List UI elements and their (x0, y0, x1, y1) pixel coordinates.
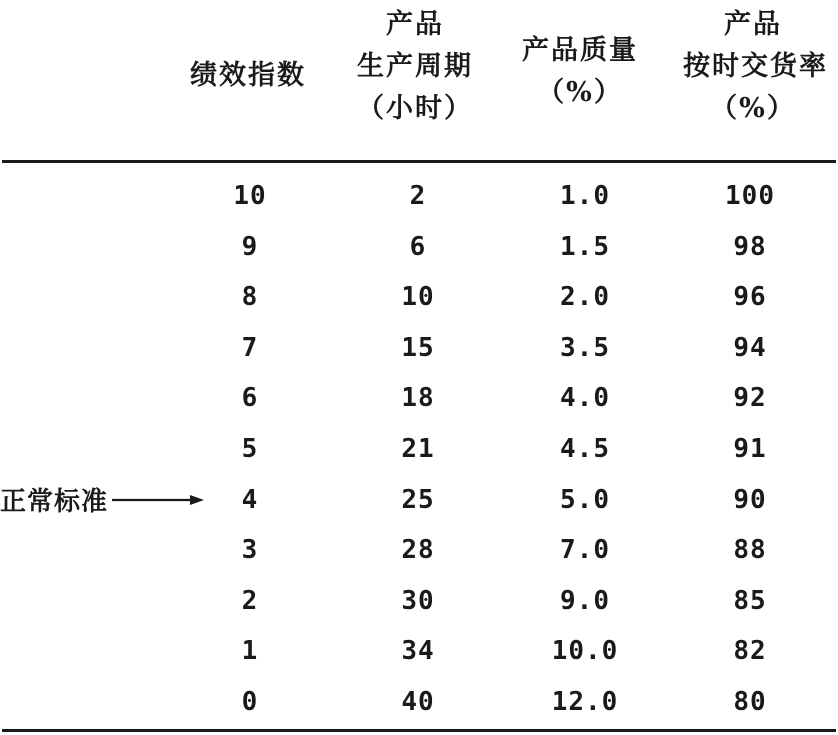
cell-index: 9 (241, 231, 259, 262)
normal-standard-marker (0, 475, 204, 526)
table-row (0, 222, 838, 273)
table-row (0, 171, 838, 222)
cell-delivery: 98 (733, 231, 767, 262)
table-row (0, 525, 838, 576)
cell-index: 4 (241, 484, 259, 515)
table-bottom-rule (2, 729, 836, 732)
cell-quality: 1.5 (560, 231, 610, 262)
right-arrow-icon (112, 493, 204, 507)
cell-cycle: 34 (401, 636, 435, 667)
cell-quality: 3.5 (560, 332, 610, 363)
cell-quality: 2.0 (560, 282, 610, 313)
cell-delivery: 80 (733, 686, 767, 717)
cell-cycle: 28 (401, 535, 435, 566)
header-performance-index (178, 55, 318, 97)
cell-delivery: 100 (725, 181, 775, 211)
cell-cycle: 30 (401, 585, 435, 616)
table-row (0, 373, 838, 424)
cell-quality: 12.0 (551, 686, 619, 717)
cell-cycle: 25 (401, 484, 435, 515)
cell-delivery: 85 (733, 585, 767, 616)
header-line: （%） (710, 93, 796, 124)
header-line: （%） (537, 77, 623, 108)
cell-index: 5 (241, 433, 259, 464)
header-line: 产品 (386, 9, 444, 40)
cell-cycle: 21 (401, 433, 435, 464)
cell-index: 0 (241, 686, 259, 717)
table-row (0, 272, 838, 323)
normal-standard-label: 正常标准 (0, 487, 109, 518)
table-row (0, 677, 838, 728)
table-body (0, 171, 838, 728)
header-line: 产品质量 (522, 35, 638, 66)
cell-quality: 4.0 (560, 383, 610, 414)
cell-index: 6 (241, 383, 259, 414)
header-line: 产品 (724, 9, 782, 40)
cell-index: 7 (241, 332, 259, 363)
cell-quality: 7.0 (560, 535, 610, 566)
cell-quality: 10.0 (551, 636, 619, 667)
table-row (0, 626, 838, 677)
table-row (0, 576, 838, 627)
cell-quality: 1.0 (560, 181, 610, 211)
cell-cycle: 15 (401, 332, 435, 363)
header-line: 按时交货率 (683, 51, 828, 82)
table-row (0, 424, 838, 475)
cell-delivery: 82 (733, 636, 767, 667)
cell-delivery: 88 (733, 535, 767, 566)
header-divider (2, 160, 836, 163)
table-row (0, 323, 838, 374)
cell-delivery: 96 (733, 282, 767, 313)
cell-index: 1 (241, 636, 259, 667)
header-line: 生产周期 (357, 51, 473, 82)
cell-delivery: 94 (733, 332, 767, 363)
header-product-quality (510, 30, 650, 114)
cell-index: 2 (241, 585, 259, 616)
cell-cycle: 10 (401, 282, 435, 313)
cell-index: 3 (241, 535, 259, 566)
cell-cycle: 40 (401, 686, 435, 717)
header-line: 绩效指数 (190, 60, 306, 91)
cell-cycle: 18 (401, 383, 435, 414)
cell-delivery: 90 (733, 484, 767, 515)
header-production-cycle (345, 4, 485, 130)
cell-index: 10 (233, 181, 267, 211)
cell-quality: 4.5 (560, 433, 610, 464)
cell-delivery: 91 (733, 433, 767, 464)
header-on-time-delivery (683, 4, 828, 130)
table-row-normal-standard (0, 475, 838, 526)
header-line: （小时） (357, 93, 473, 124)
cell-cycle: 2 (409, 181, 427, 211)
cell-quality: 9.0 (560, 585, 610, 616)
cell-cycle: 6 (409, 231, 427, 262)
cell-delivery: 92 (733, 383, 767, 414)
cell-quality: 5.0 (560, 484, 610, 515)
cell-index: 8 (241, 282, 259, 313)
